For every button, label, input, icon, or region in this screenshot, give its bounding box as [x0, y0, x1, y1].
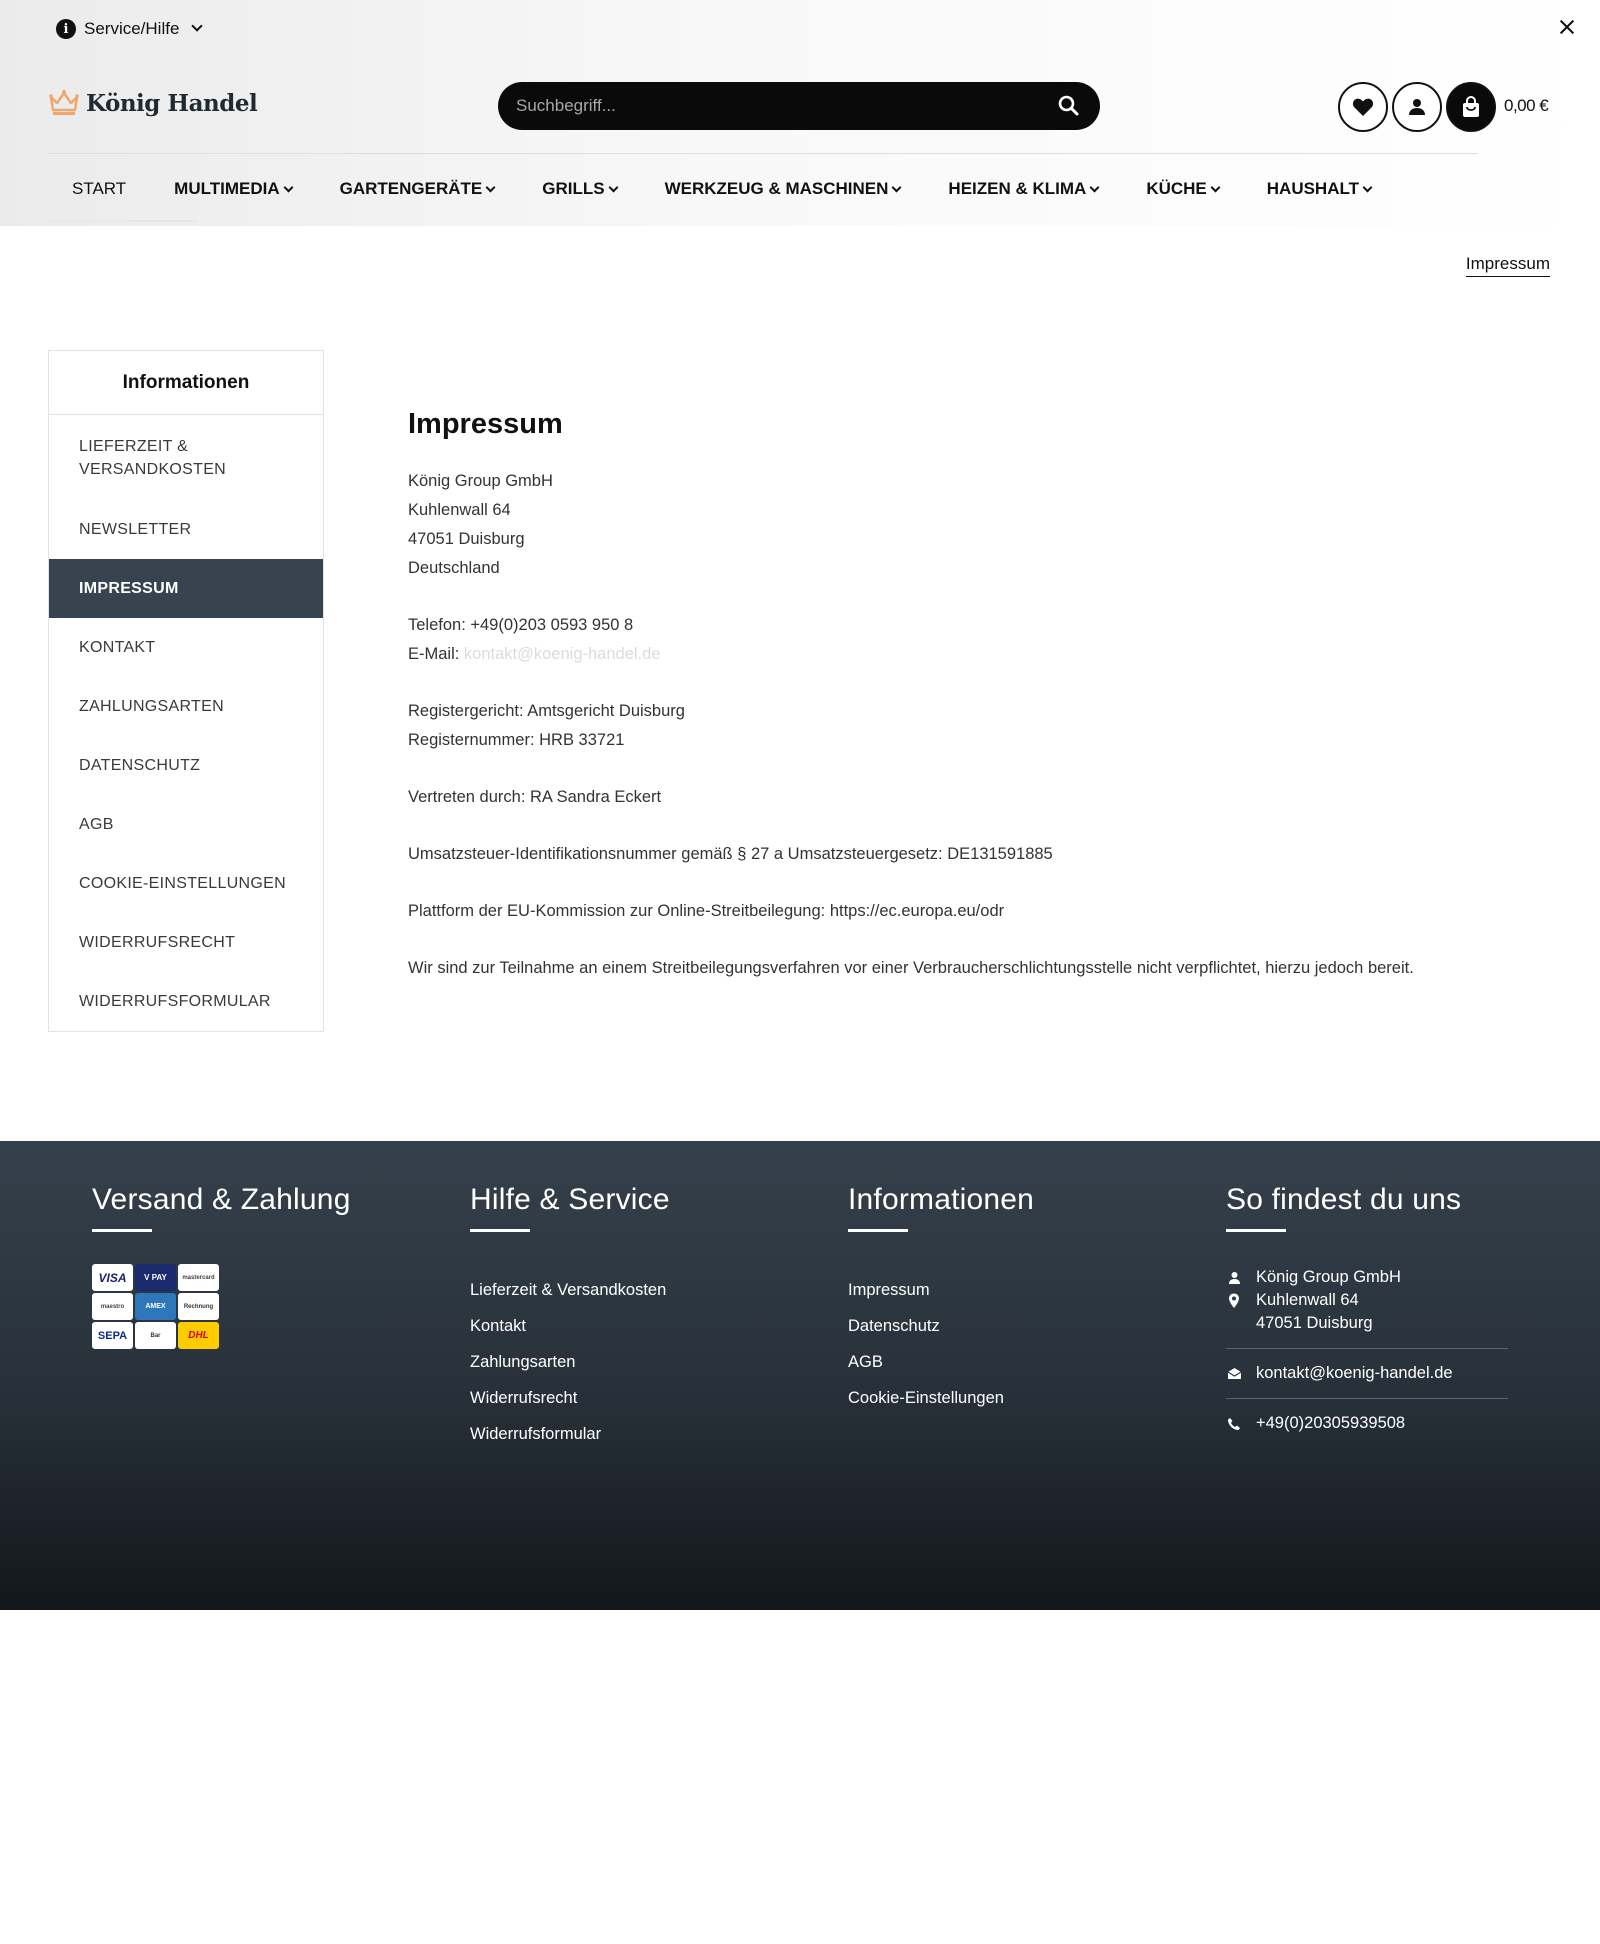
logo-text: König Handel — [86, 89, 258, 117]
chevron-down-icon — [192, 20, 203, 31]
dhl-icon: DHL — [178, 1322, 219, 1349]
service-help-label: Service/Hilfe — [84, 19, 180, 38]
footer-link-agb[interactable]: AGB — [848, 1353, 883, 1371]
phone-line: Telefon: +49(0)203 0593 950 8 — [408, 616, 634, 634]
site-logo[interactable] — [48, 88, 257, 118]
close-icon[interactable] — [1554, 14, 1580, 40]
register-court: Registergericht: Amtsgericht Duisburg — [408, 702, 685, 720]
represented-by: Vertreten durch: RA Sandra Eckert — [408, 788, 662, 806]
user-icon — [1407, 97, 1427, 117]
nav-item-heizen[interactable]: HEIZEN & KLIMA — [924, 179, 1122, 199]
heading-underline — [1226, 1229, 1286, 1232]
footer-link-lieferzeit[interactable]: Lieferzeit & Versandkosten — [470, 1281, 667, 1299]
footer-col-contact — [1226, 1183, 1508, 1435]
register-number: Registernummer: HRB 33721 — [408, 731, 625, 749]
location-pin-icon — [1226, 1289, 1242, 1312]
sidebar-item-datenschutz[interactable]: DATENSCHUTZ — [79, 756, 201, 774]
company-country: Deutschland — [408, 559, 500, 577]
sepa-icon: SEPA — [92, 1322, 133, 1349]
sidebar-item-agb[interactable]: AGB — [79, 815, 114, 833]
heart-icon — [1352, 97, 1374, 117]
phone-icon — [1226, 1412, 1242, 1435]
site-footer — [0, 1141, 1600, 1610]
footer-link-datenschutz[interactable]: Datenschutz — [848, 1317, 940, 1335]
mastercard-icon: mastercard — [178, 1264, 219, 1291]
breadcrumb[interactable]: Impressum — [1466, 254, 1550, 277]
envelope-icon — [1226, 1362, 1242, 1385]
footer-heading: Versand & Zahlung — [92, 1183, 351, 1216]
nav-item-start[interactable]: START — [72, 179, 127, 198]
footer-col-help — [470, 1183, 670, 1452]
payment-methods — [92, 1264, 351, 1349]
maestro-icon: maestro — [92, 1293, 133, 1320]
nav-item-multimedia[interactable]: MULTIMEDIA — [150, 179, 315, 199]
contact-phone[interactable]: +49(0)20305939508 — [1256, 1414, 1406, 1432]
heading-underline — [92, 1229, 152, 1232]
nav-item-grills[interactable]: GRILLS — [518, 179, 640, 199]
main-navigation — [48, 156, 1395, 222]
footer-link-zahlungsarten[interactable]: Zahlungsarten — [470, 1353, 576, 1371]
account-button[interactable] — [1392, 82, 1442, 132]
chevron-down-icon — [1210, 182, 1220, 192]
search-bar — [498, 82, 1100, 130]
contact-company: König Group GmbH — [1256, 1268, 1401, 1286]
search-input[interactable] — [516, 96, 1056, 116]
vpay-icon: V PAY — [135, 1264, 176, 1291]
amex-icon: AMEX — [135, 1293, 176, 1320]
chevron-down-icon — [608, 182, 618, 192]
footer-col-info — [848, 1183, 1034, 1416]
sidebar-item-cookie[interactable]: COOKIE-EINSTELLUNGEN — [79, 874, 286, 892]
contact-address — [1226, 1266, 1508, 1335]
info-icon: i — [56, 19, 76, 39]
nav-item-haushalt[interactable]: HAUSHALT — [1243, 179, 1395, 199]
person-icon — [1226, 1266, 1242, 1289]
impressum-content — [408, 408, 1558, 983]
chevron-down-icon — [486, 182, 496, 192]
search-button[interactable] — [1056, 93, 1082, 119]
sidebar-item-impressum[interactable]: IMPRESSUM — [49, 559, 323, 618]
contact-email[interactable]: kontakt@koenig-handel.de — [1256, 1364, 1453, 1382]
nav-active-indicator — [48, 220, 198, 222]
sidebar-item-kontakt[interactable]: KONTAKT — [79, 638, 156, 656]
crown-icon — [48, 88, 80, 118]
footer-link-kontakt[interactable]: Kontakt — [470, 1317, 526, 1335]
sidebar-title: Informationen — [49, 351, 323, 415]
sidebar-item-newsletter[interactable]: NEWSLETTER — [79, 520, 192, 538]
email-link[interactable]: kontakt@koenig-handel.de — [463, 645, 661, 663]
sidebar-item-zahlungsarten[interactable]: ZAHLUNGSARTEN — [79, 697, 224, 715]
heading-underline — [848, 1229, 908, 1232]
sidebar-item-lieferzeit[interactable]: LIEFERZEIT & VERSANDKOSTEN — [79, 437, 227, 478]
vat-id: Umsatzsteuer-Identifikationsnummer gemäß § 27 a Umsatzsteuergesetz: DE131591885 — [408, 845, 1053, 863]
contact-email-row[interactable] — [1226, 1362, 1508, 1385]
nav-item-werkzeug[interactable]: WERKZEUG & MASCHINEN — [641, 179, 925, 199]
footer-link-cookie[interactable]: Cookie-Einstellungen — [848, 1389, 1004, 1407]
footer-heading: So findest du uns — [1226, 1183, 1462, 1216]
site-header — [0, 0, 1600, 226]
company-street: Kuhlenwall 64 — [408, 501, 511, 519]
contact-phone-row[interactable] — [1226, 1412, 1508, 1435]
nav-divider — [48, 153, 1478, 154]
invoice-icon: Rechnung — [178, 1293, 219, 1320]
odr-platform: Plattform der EU-Kommission zur Online-Streitbeilegung: https://ec.europa.eu/odr — [408, 902, 1005, 920]
info-sidebar — [48, 350, 324, 1032]
footer-link-widerrufsformular[interactable]: Widerrufsformular — [470, 1425, 602, 1443]
nav-item-gartengeraete[interactable]: GARTENGERÄTE — [316, 179, 519, 199]
company-city: 47051 Duisburg — [408, 530, 525, 548]
heading-underline — [470, 1229, 530, 1232]
dispute-statement: Wir sind zur Teilnahme an einem Streitbeilegungsverfahren vor einer Verbraucherschlichtungsstelle nicht verpflichtet, hierzu jedoch bereit. — [408, 959, 1414, 977]
chevron-down-icon — [1363, 182, 1373, 192]
footer-col-shipping — [92, 1183, 351, 1349]
visa-icon: VISA — [92, 1264, 133, 1291]
contact-city: 47051 Duisburg — [1256, 1314, 1373, 1332]
chevron-down-icon — [892, 182, 902, 192]
email-line: E-Mail: kontakt@koenig-handel.de — [408, 645, 661, 663]
shopping-bag-icon — [1461, 96, 1481, 118]
cart-total: 0,00 € — [1504, 96, 1549, 115]
sidebar-item-widerrufsrecht[interactable]: WIDERRUFSRECHT — [79, 933, 236, 951]
service-help-menu[interactable] — [56, 16, 201, 42]
footer-heading: Hilfe & Service — [470, 1183, 670, 1216]
footer-link-impressum[interactable]: Impressum — [848, 1281, 930, 1299]
company-name: König Group GmbH — [408, 472, 553, 490]
search-icon — [1056, 93, 1082, 119]
contact-divider — [1226, 1348, 1508, 1349]
chevron-down-icon — [283, 182, 293, 192]
chevron-down-icon — [1090, 182, 1100, 192]
contact-divider — [1226, 1398, 1508, 1399]
contact-street: Kuhlenwall 64 — [1256, 1291, 1359, 1309]
sidebar-item-widerrufsformular[interactable]: WIDERRUFSFORMULAR — [79, 992, 271, 1010]
footer-heading: Informationen — [848, 1183, 1035, 1216]
page-title: Impressum — [408, 408, 563, 440]
wishlist-button[interactable] — [1338, 82, 1388, 132]
cash-icon: Bar — [135, 1322, 176, 1349]
nav-item-kueche[interactable]: KÜCHE — [1122, 179, 1242, 199]
footer-link-widerrufsrecht[interactable]: Widerrufsrecht — [470, 1389, 578, 1407]
cart-button[interactable] — [1446, 82, 1496, 132]
